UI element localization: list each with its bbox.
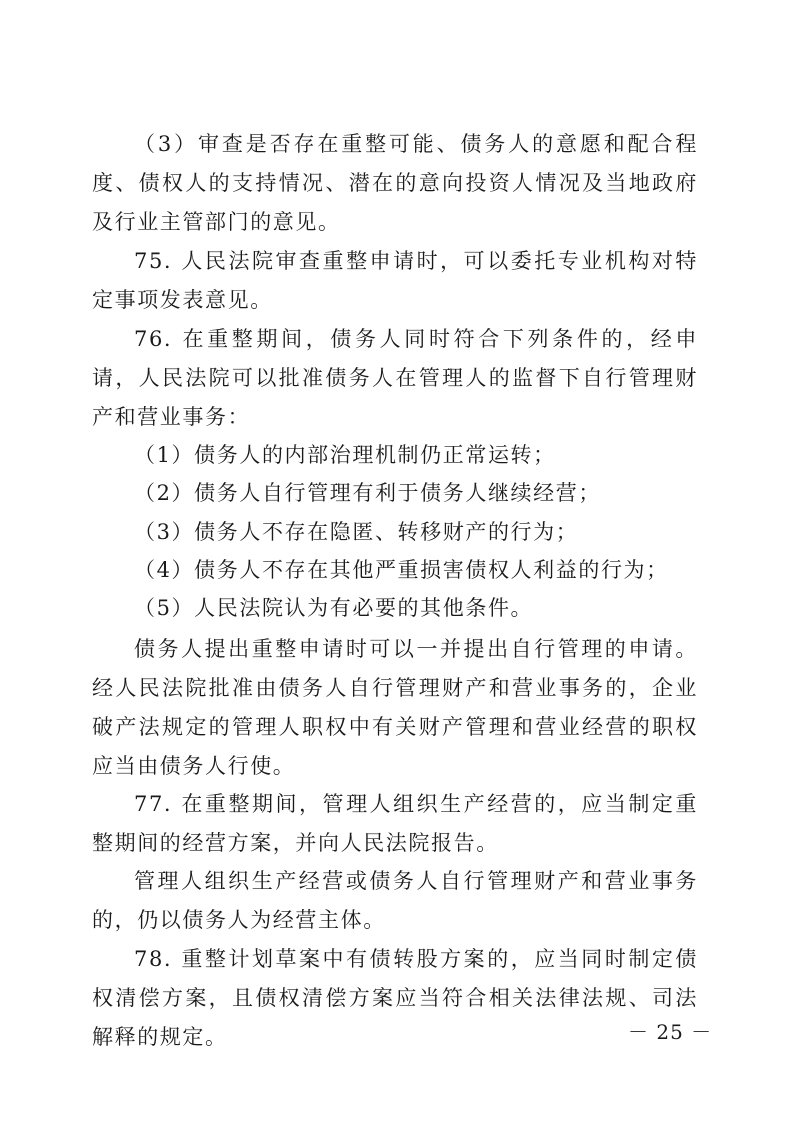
paragraph-condition-1: （1）债务人的内部治理机制仍正常运转； <box>134 443 556 467</box>
page-number: － 25 － <box>628 1020 713 1044</box>
paragraph-condition-5: （5）人民法院认为有必要的其他条件。 <box>134 596 534 620</box>
paragraph-condition-3: （3）债务人不存在隐匿、转移财产的行为； <box>134 520 579 544</box>
paragraph-self-management: 债务人提出重整申请时可以一并提出自行管理的申请。经人民法院批准由债务人自行管理财产和营业事务的，企业破产法规定的管理人职权中有关财产管理和营业经营的职权应当由债务人行使。 <box>92 637 698 778</box>
paragraph-article-77: 77. 在重整期间，管理人组织生产经营的，应当制定重整期间的经营方案，并向人民法院报告。 <box>92 792 698 855</box>
paragraph-condition-2: （2）债务人自行管理有利于债务人继续经营； <box>134 481 601 505</box>
paragraph-article-78: 78. 重整计划草案中有债转股方案的，应当同时制定债权清偿方案，且债权清偿方案应当符合相关法律法规、司法解释的规定。 <box>92 947 698 1049</box>
paragraph-item-3-review: （3）审查是否存在重整可能、债务人的意愿和配合程度、债权人的支持情况、潜在的意向投资人情况及当地政府及行业主管部门的意见。 <box>92 132 698 234</box>
paragraph-article-75: 75. 人民法院审查重整申请时，可以委托专业机构对特定事项发表意见。 <box>92 249 698 312</box>
paragraph-article-76: 76. 在重整期间，债务人同时符合下列条件的，经申请，人民法院可以批准债务人在管理人的监督下自行管理财产和营业事务： <box>92 327 698 429</box>
paragraph-operating-entity: 管理人组织生产经营或债务人自行管理财产和营业事务的，仍以债务人为经营主体。 <box>92 869 698 932</box>
paragraph-condition-4: （4）债务人不存在其他严重损害债权人利益的行为； <box>134 558 669 582</box>
